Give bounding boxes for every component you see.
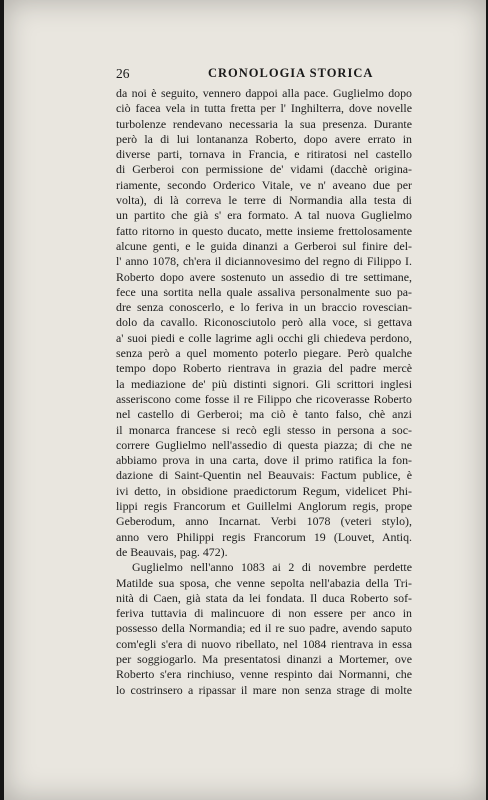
text-line: nità di Caen, già stata da lei fondata. Il duca Roberto sof- (116, 590, 412, 605)
text-line: da noi è seguito, vennero dappoi alla pace. Guglielmo dopo (116, 86, 412, 100)
text-line: alcune genti, e le guida dinanzi a Gerberoi sul finire del- (116, 238, 412, 253)
text-line: però la di lui lontananza Roberto, dopo avere errato in (116, 131, 412, 146)
text-line: lippi regis Francorum et Guillelmi Anglorum regis, prope (116, 499, 412, 514)
text-line: fatto ritorno in questo ducato, mette insieme frettolosamente (116, 223, 412, 238)
text-line: Geberodum, anno Incarnat. Verbi 1078 (veteri stylo), (116, 514, 412, 529)
text-line: la mediazione de' più distinti signori. Gli scrittori inglesi (116, 376, 412, 391)
paragraph (116, 560, 412, 698)
text-line: Roberto s'era rinchiuso, venne respinto dai Normanni, che (116, 667, 412, 682)
text-line: ivi detto, in obsidione praedictorum Regum, videlicet Phi- (116, 483, 412, 498)
text-line: di Gerberoi con permissione de' vidami (dacchè origina- (116, 162, 412, 177)
text-line: fece una sortita nella quale assaliva personalmente suo pa- (116, 284, 412, 299)
text-line: anno vero Philippi regis Francorum 19 (Louvet, Antiq. (116, 529, 412, 544)
text-line: asseriscono come fosse il re Filippo che ricoverasse Roberto (116, 391, 412, 406)
text-line: de Beauvais, pag. 472). (116, 544, 228, 559)
text-line: per soggiogarlo. Ma presentatosi dinanzi a Mortemer, ove (116, 651, 412, 666)
text-line: dolo da cavallo. Riconosciutolo però alla voce, si gettava (116, 315, 412, 330)
text-line: a' suoi piedi e colle lagrime agli occhi gli chiedeva perdono, (116, 330, 412, 345)
text-line: riamente, secondo Orderico Vitale, ve n' aveano due per (116, 177, 412, 192)
text-line: ciò facea vela in tutta fretta per l' Inghilterra, dove novelle (116, 101, 412, 116)
text-line: com'egli s'era di nuovo ribellato, nel 1084 rientrava in essa (116, 636, 412, 651)
text-line: dazione di Saint-Quentin nel Beauvais: Factum publice, è (116, 468, 412, 483)
text-line: Roberto dopo avere sostenuto un assedio di tre settimane, (116, 269, 412, 284)
text-line: dre senza conoscerlo, e lo feriva in un braccio rovescian- (116, 300, 412, 315)
text-line: un partito che già s' era formato. A tal nuova Guglielmo (116, 208, 412, 223)
text-line: Guglielmo nell'anno 1083 ai 2 di novembre perdette (132, 560, 412, 575)
page-number: 26 (116, 66, 130, 81)
book-page (4, 0, 486, 800)
text-line: possesso della Normandia; ed il re suo padre, avendo saputo (116, 621, 412, 636)
body-text (116, 86, 412, 698)
running-title: CRONOLOGIA STORICA (208, 66, 374, 80)
text-line: l' anno 1078, ch'era il diciannovesimo del regno di Filippo I. (116, 254, 412, 269)
page-header (116, 66, 416, 84)
text-line: il monarca francese si recò egli stesso in persona a soc- (116, 422, 412, 437)
text-line: correre Guglielmo nell'assedio di questa piazza; di che ne (116, 437, 412, 452)
paragraph (116, 86, 412, 560)
text-line: volta), di là correva le terre di Normandia alla testa di (116, 193, 412, 208)
text-line: nel castello di Gerberoi; ma ciò è tanto falso, chè anzi (116, 407, 412, 422)
text-line: tempo dopo Roberto rientrava in grazia del padre mercè (116, 361, 412, 376)
text-line: turbolenze rendevano necessaria la sua presenza. Durante (116, 116, 412, 131)
text-line: feriva tuttavia di malincuore di non essere per anco in (116, 606, 412, 621)
text-line: diverse parti, tornava in Francia, e ritiratosi nel castello (116, 147, 412, 162)
text-line: lo costrinsero a ripassar il mare non senza strage di molte (116, 682, 412, 697)
text-line: senza però a quel momento poterlo piegare. Però qualche (116, 346, 412, 361)
text-line: Matilde sua sposa, che venne sepolta nell'abazia della Tri- (116, 575, 412, 590)
text-line: abbiamo prova in una carta, dove il primo ratifica la fon- (116, 453, 412, 468)
